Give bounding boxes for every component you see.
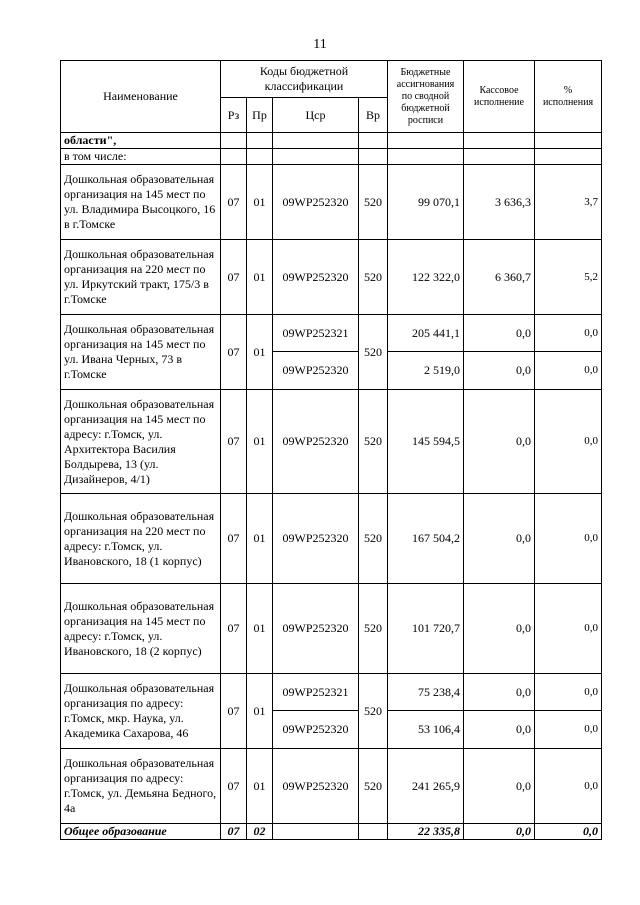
row-vr: 520 (359, 494, 388, 584)
row-vr (359, 133, 388, 149)
row-percent: 0,0 (535, 352, 602, 390)
header-name: Наименование (61, 61, 221, 133)
table-row (61, 494, 602, 584)
row-percent: 0,0 (535, 315, 602, 352)
row-pr: 01 (247, 749, 273, 824)
row-rz: 07 (221, 165, 247, 240)
row-assignment: 122 322,0 (388, 240, 464, 315)
row-name: Общее образование (61, 824, 221, 840)
table-row (61, 584, 602, 674)
table-row (61, 674, 602, 711)
row-vr: 520 (359, 240, 388, 315)
row-rz: 07 (221, 494, 247, 584)
table-row (61, 165, 602, 240)
row-vr: 520 (359, 315, 388, 390)
row-name: Дошкольная образовательная организация по адресу: г.Томск, мкр. Наука, ул. Академика Сахарова, 46 (61, 674, 221, 749)
row-rz: 07 (221, 240, 247, 315)
row-percent (535, 149, 602, 165)
row-assignment: 145 594,5 (388, 390, 464, 494)
row-assignment: 75 238,4 (388, 674, 464, 711)
row-rz (221, 149, 247, 165)
row-vr: 520 (359, 165, 388, 240)
row-cash: 6 360,7 (464, 240, 535, 315)
row-percent: 3,7 (535, 165, 602, 240)
row-cash: 0,0 (464, 494, 535, 584)
row-rz: 07 (221, 390, 247, 494)
table-row (61, 149, 602, 165)
row-cash: 0,0 (464, 824, 535, 840)
table-row (61, 315, 602, 352)
row-csr: 09WP252320 (273, 352, 359, 390)
row-csr: 09WP252320 (273, 749, 359, 824)
row-percent: 5,2 (535, 240, 602, 315)
header-assignments: Бюджетные ассигнования по сводной бюджетной росписи (388, 61, 464, 133)
row-percent (535, 133, 602, 149)
row-cash: 3 636,3 (464, 165, 535, 240)
row-name: Дошкольная образовательная организация на 145 мест по ул. Ивана Черных, 73 в г.Томске (61, 315, 221, 390)
row-cash: 0,0 (464, 584, 535, 674)
row-pr: 01 (247, 494, 273, 584)
row-cash: 0,0 (464, 674, 535, 711)
table-row (61, 390, 602, 494)
table-row-total (61, 824, 602, 840)
page-number: 11 (313, 37, 327, 52)
row-assignment: 241 265,9 (388, 749, 464, 824)
row-csr (273, 133, 359, 149)
table-row (61, 133, 602, 149)
row-cash: 0,0 (464, 315, 535, 352)
row-csr: 09WP252321 (273, 674, 359, 711)
row-name: Дошкольная образовательная организация на 145 мест по адресу: г.Томск, ул. Ивановского, 18 (2 корпус) (61, 584, 221, 674)
row-name: Дошкольная образовательная организация на 220 мест по адресу: г.Томск, ул. Ивановского, 18 (1 корпус) (61, 494, 221, 584)
row-pr (247, 133, 273, 149)
row-percent: 0,0 (535, 824, 602, 840)
header-codes-group: Коды бюджетной классификации (221, 61, 388, 98)
row-percent: 0,0 (535, 749, 602, 824)
row-assignment: 2 519,0 (388, 352, 464, 390)
row-name: Дошкольная образовательная организация на 145 мест по адресу: г.Томск, ул. Архитектора Василия Болдырева, 13 (ул. Дизайнеров, 4/1) (61, 390, 221, 494)
row-assignment: 205 441,1 (388, 315, 464, 352)
row-rz: 07 (221, 674, 247, 749)
row-assignment: 167 504,2 (388, 494, 464, 584)
row-rz: 07 (221, 749, 247, 824)
row-rz: 07 (221, 584, 247, 674)
row-cash: 0,0 (464, 749, 535, 824)
header-vr: Вр (359, 98, 388, 133)
row-vr (359, 149, 388, 165)
row-csr: 09WP252320 (273, 390, 359, 494)
row-percent: 0,0 (535, 494, 602, 584)
row-name: в том числе: (61, 149, 221, 165)
row-pr: 01 (247, 315, 273, 390)
row-csr (273, 149, 359, 165)
row-percent: 0,0 (535, 390, 602, 494)
row-vr (359, 824, 388, 840)
row-csr: 09WP252320 (273, 240, 359, 315)
row-csr: 09WP252320 (273, 711, 359, 749)
row-rz (221, 133, 247, 149)
row-pr: 01 (247, 390, 273, 494)
row-name: области", (61, 133, 221, 149)
row-pr: 01 (247, 674, 273, 749)
table-row (61, 240, 602, 315)
row-pr: 01 (247, 165, 273, 240)
row-cash: 0,0 (464, 390, 535, 494)
row-assignment: 101 720,7 (388, 584, 464, 674)
header-cash-execution: Кассовое исполнение (464, 61, 535, 133)
row-csr (273, 824, 359, 840)
row-name: Дошкольная образовательная организация по адресу: г.Томск, ул. Демьяна Бедного, 4а (61, 749, 221, 824)
table-row (61, 749, 602, 824)
row-pr: 02 (247, 824, 273, 840)
row-assignment: 99 070,1 (388, 165, 464, 240)
row-vr: 520 (359, 749, 388, 824)
budget-execution-table (60, 60, 602, 840)
row-assignment: 53 106,4 (388, 711, 464, 749)
row-assignment (388, 149, 464, 165)
row-cash (464, 133, 535, 149)
row-cash (464, 149, 535, 165)
row-vr: 520 (359, 674, 388, 749)
row-csr: 09WP252321 (273, 315, 359, 352)
row-percent: 0,0 (535, 674, 602, 711)
row-percent: 0,0 (535, 584, 602, 674)
row-name: Дошкольная образовательная организация на 145 мест по ул. Владимира Высоцкого, 16 в г.Томске (61, 165, 221, 240)
row-assignment (388, 133, 464, 149)
row-vr: 520 (359, 584, 388, 674)
header-pr: Пр (247, 98, 273, 133)
row-assignment: 22 335,8 (388, 824, 464, 840)
row-pr (247, 149, 273, 165)
header-percent: % исполнения (535, 61, 602, 133)
row-pr: 01 (247, 584, 273, 674)
header-row-1 (61, 61, 602, 98)
row-cash: 0,0 (464, 711, 535, 749)
row-percent: 0,0 (535, 711, 602, 749)
row-csr: 09WP252320 (273, 584, 359, 674)
row-rz: 07 (221, 824, 247, 840)
row-cash: 0,0 (464, 352, 535, 390)
row-pr: 01 (247, 240, 273, 315)
row-csr: 09WP252320 (273, 165, 359, 240)
row-rz: 07 (221, 315, 247, 390)
row-vr: 520 (359, 390, 388, 494)
row-csr: 09WP252320 (273, 494, 359, 584)
header-csr: Цср (273, 98, 359, 133)
row-name: Дошкольная образовательная организация на 220 мест по ул. Иркутский тракт, 175/3 в г.Томске (61, 240, 221, 315)
header-rz: Рз (221, 98, 247, 133)
